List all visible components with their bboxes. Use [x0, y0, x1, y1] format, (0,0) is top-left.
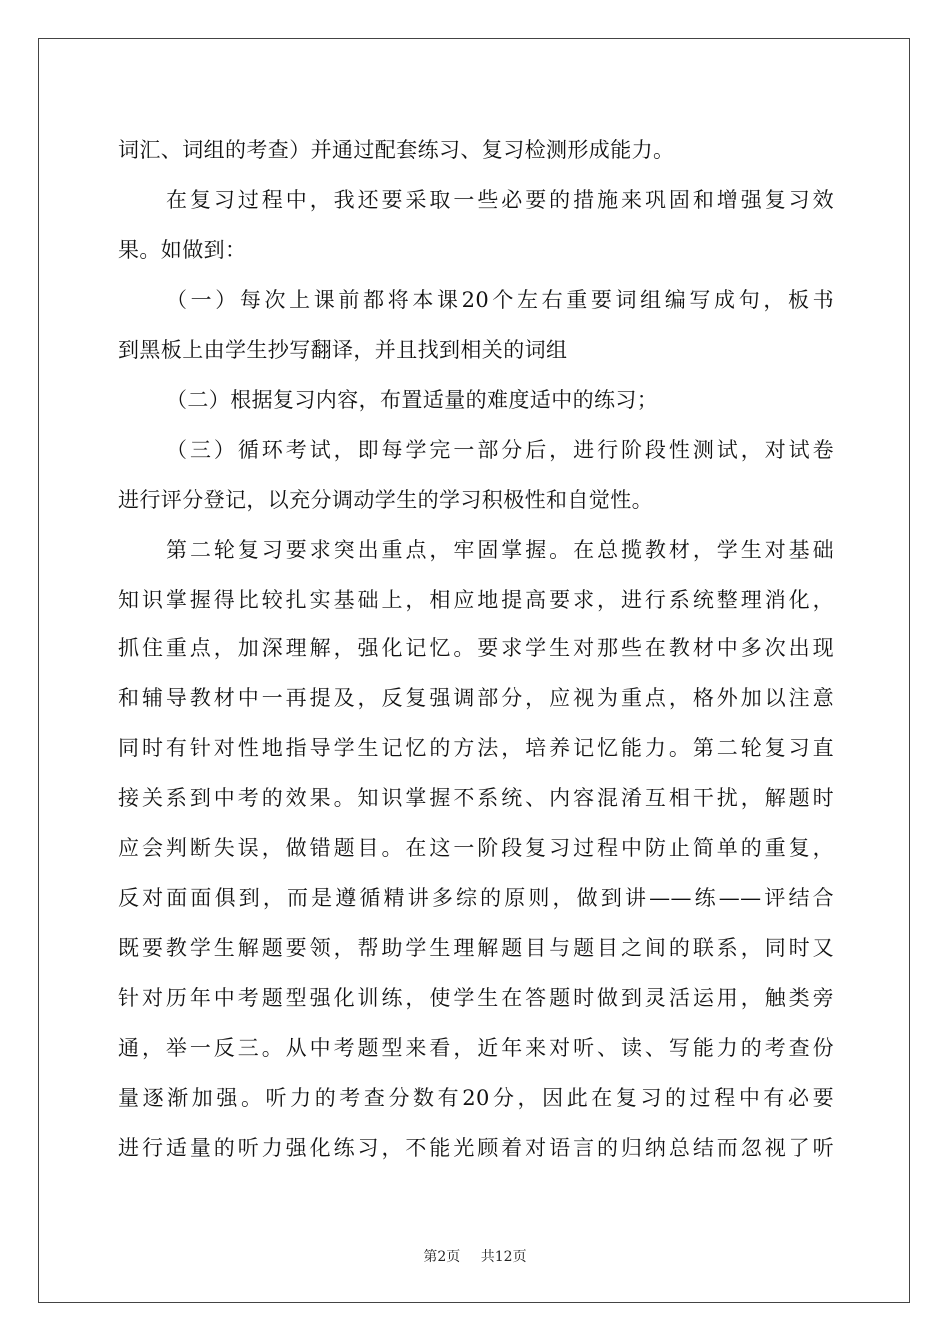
- text-line: 果。如做到：: [118, 238, 247, 262]
- text-line: 到黑板上由学生抄写翻译，并且找到相关的词组: [118, 338, 568, 362]
- text-line: 接关系到中考的效果。知识掌握不系统、内容混淆互相干扰，解题时: [118, 786, 834, 810]
- text-line: 通，举一反三。从中考题型来看，近年来对听、读、写能力的考查份: [118, 1036, 834, 1060]
- text-line: 针对历年中考题型强化训练，使学生在答题时做到灵活运用，触类旁: [118, 986, 834, 1010]
- text-line: （一）每次上课前都将本课20个左右重要词组编写成句，板书: [166, 288, 834, 312]
- text-line: 知识掌握得比较扎实基础上，相应地提高要求，进行系统整理消化，: [118, 588, 834, 612]
- text-line: 词汇、词组的考查）并通过配套练习、复习检测形成能力。: [118, 138, 675, 162]
- text-line: 既要教学生解题要领，帮助学生理解题目与题目之间的联系，同时又: [118, 936, 834, 960]
- page-number: 第2页: [423, 1249, 461, 1265]
- page-total: 共12页: [480, 1249, 527, 1265]
- text-line: 反对面面俱到，而是遵循精讲多综的原则，做到讲——练——评结合: [118, 886, 834, 910]
- page-border: [38, 38, 910, 1303]
- text-line: 在复习过程中，我还要采取一些必要的措施来巩固和增强复习效: [166, 188, 834, 212]
- text-line: 应会判断失误，做错题目。在这一阶段复习过程中防止简单的重复，: [118, 836, 834, 860]
- text-line: 进行适量的听力强化练习，不能光顾着对语言的归纳总结而忽视了听: [118, 1136, 834, 1160]
- text-line: 同时有针对性地指导学生记忆的方法，培养记忆能力。第二轮复习直: [118, 736, 834, 760]
- page-footer: [0, 1248, 950, 1266]
- text-line: 进行评分登记，以充分调动学生的学习积极性和自觉性。: [118, 488, 653, 512]
- text-line: （三）循环考试，即每学完一部分后，进行阶段性测试，对试卷: [166, 438, 834, 462]
- text-line: 第二轮复习要求突出重点，牢固掌握。在总揽教材，学生对基础: [166, 538, 834, 562]
- text-line: 和辅导教材中一再提及，反复强调部分，应视为重点，格外加以注意: [118, 686, 834, 710]
- text-line: 抓住重点，加深理解，强化记忆。要求学生对那些在教材中多次出现: [118, 636, 834, 660]
- text-line: 量逐渐加强。听力的考查分数有20分，因此在复习的过程中有必要: [118, 1086, 834, 1110]
- text-line: （二）根据复习内容，布置适量的难度适中的练习；: [166, 388, 659, 412]
